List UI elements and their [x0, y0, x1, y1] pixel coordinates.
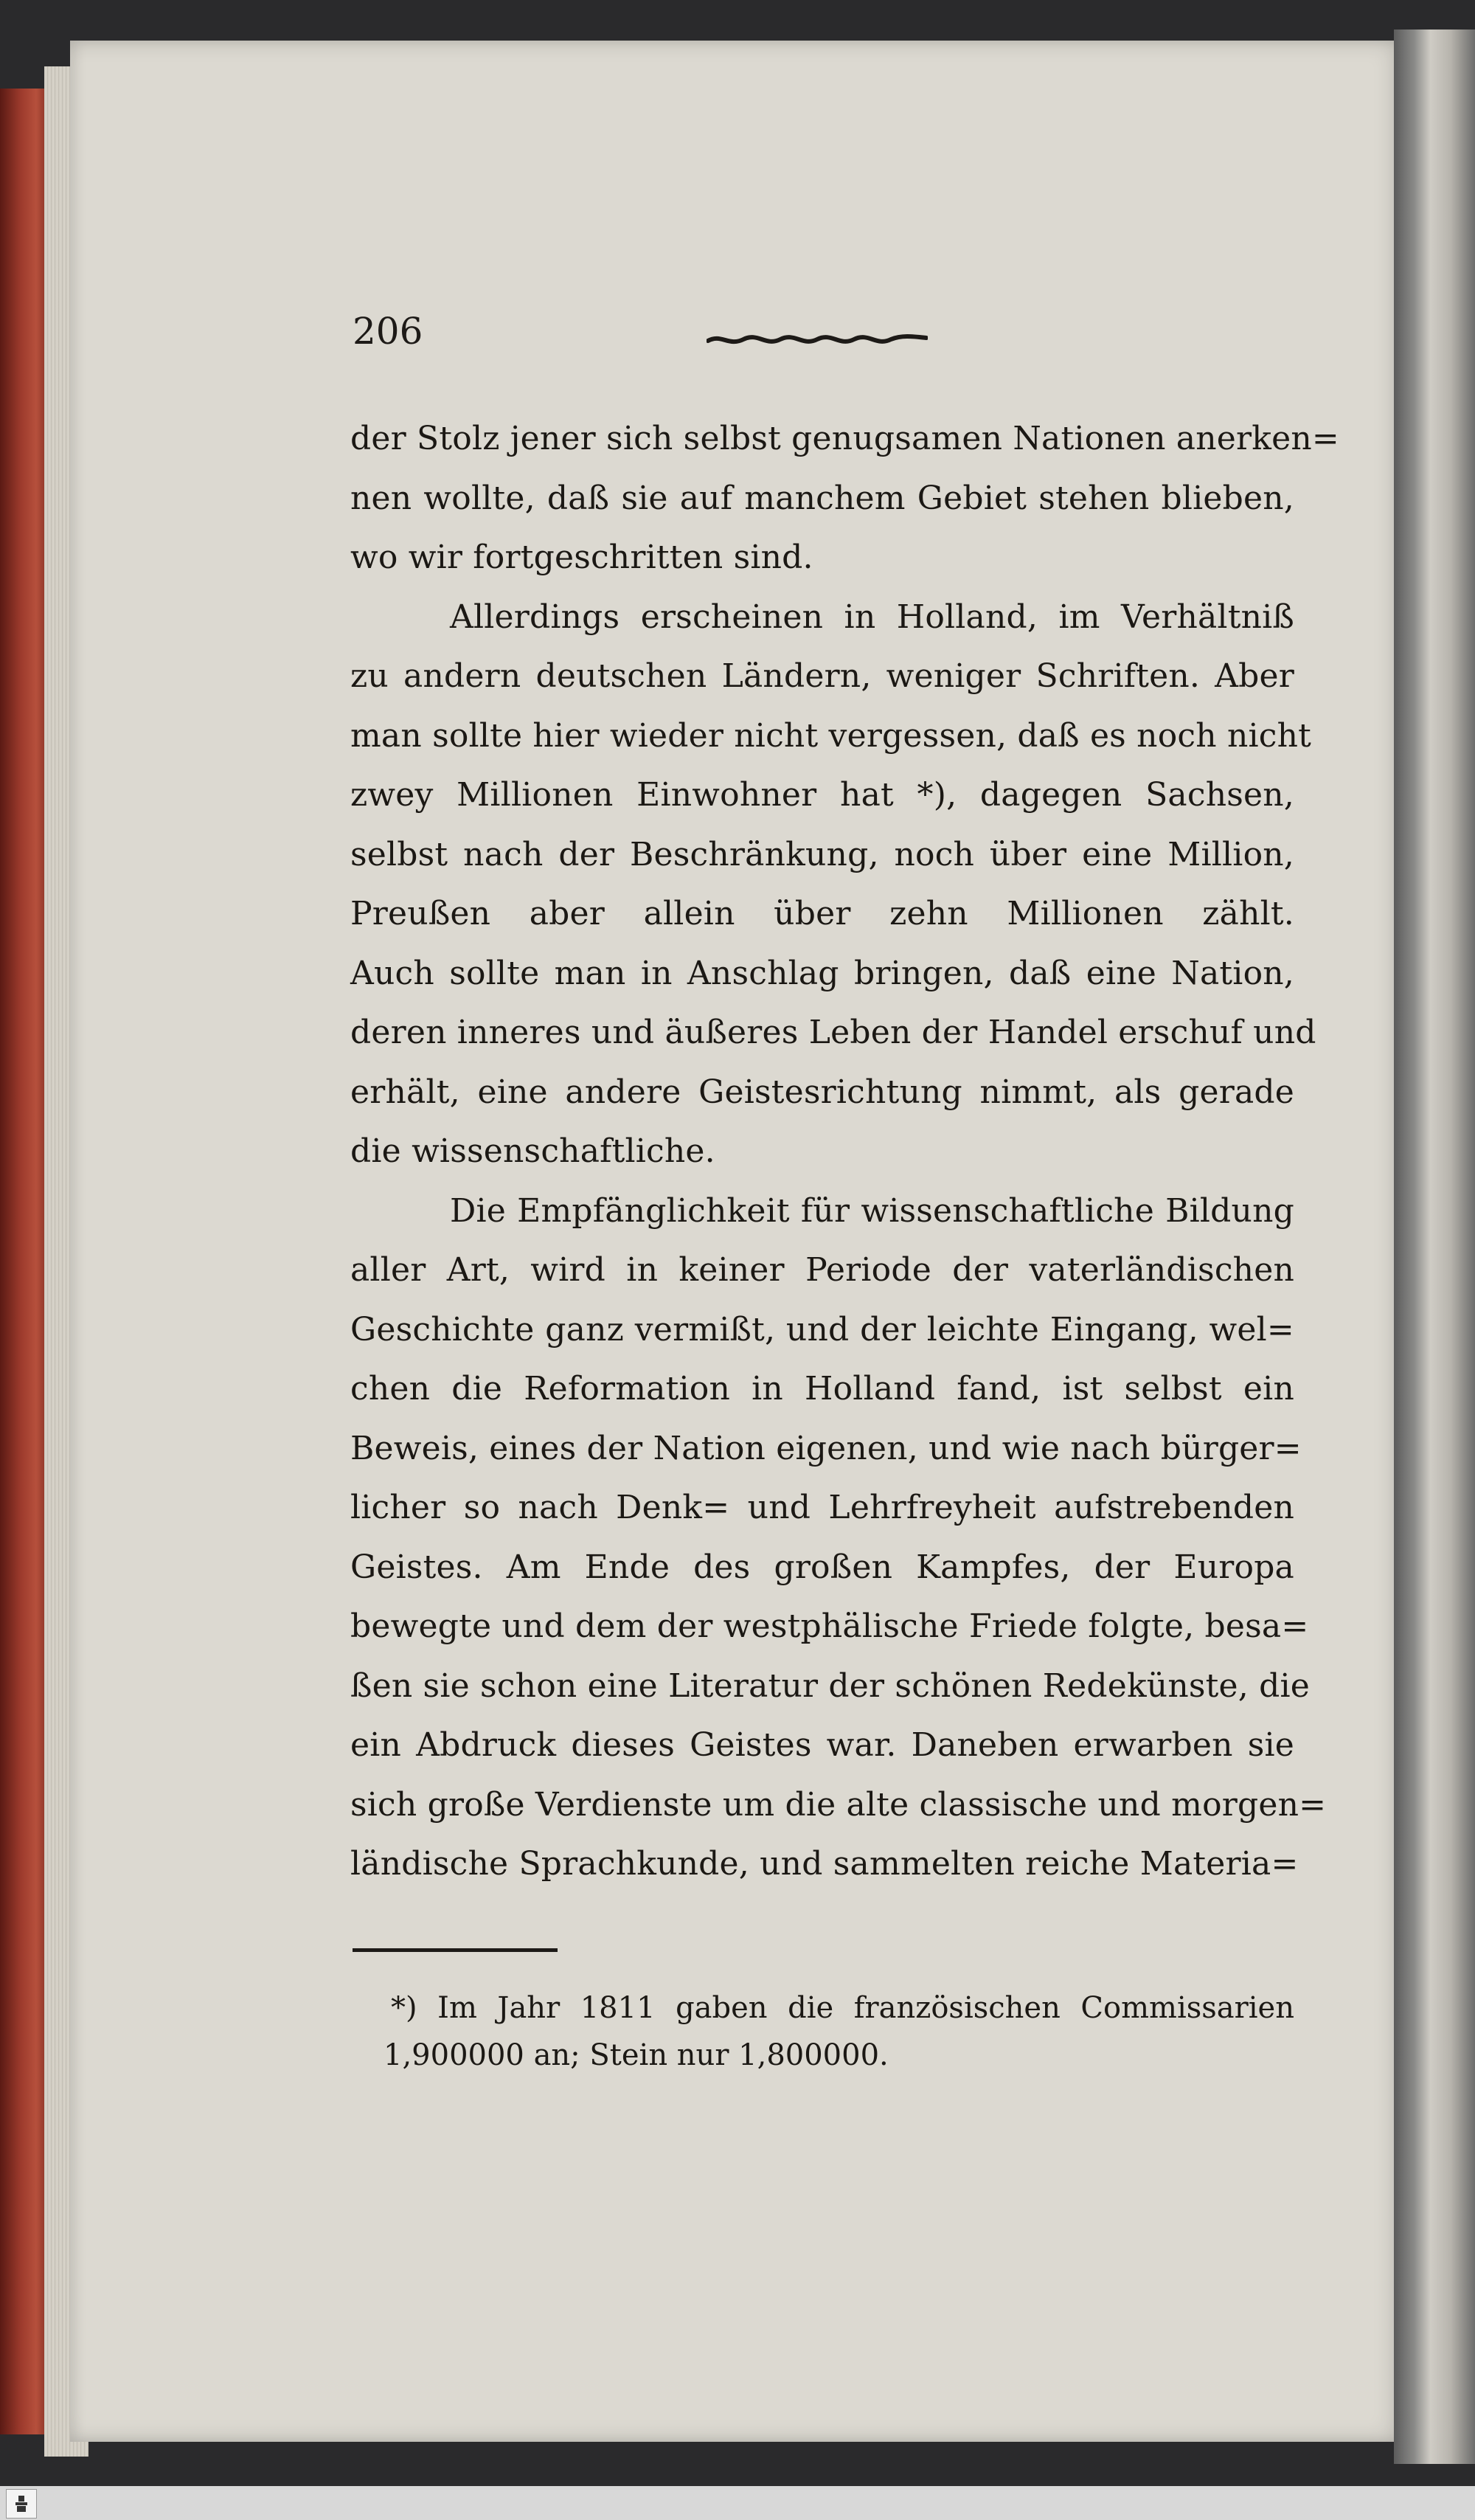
text-line: Preußen aber allein über zehn Millionen zählt.: [350, 895, 1294, 932]
footnote: [384, 1984, 1294, 2079]
footnote-line: *) Im Jahr 1811 gaben die französischen Commissarien: [391, 1991, 1294, 2025]
text-line: Geschichte ganz vermißt, und der leichte Eingang, wel=: [350, 1310, 1294, 1349]
text-line: deren inneres und äußeres Leben der Handel erschuf und: [350, 1014, 1316, 1051]
text-line: Geistes. Am Ende des großen Kampfes, der Europa: [350, 1548, 1294, 1586]
text-line: ßen sie schon eine Literatur der schönen Redekünste, die: [350, 1666, 1311, 1705]
text-line: zwey Millionen Einwohner hat *), dagegen Sachsen,: [350, 776, 1294, 814]
text-line: selbst nach der Beschränkung, noch über eine Million,: [350, 835, 1294, 873]
text-line: Die Empfänglichkeit für wissenschaftliche Bildung: [450, 1191, 1294, 1230]
footnote-line: 1,900000 an; Stein nur 1,800000.: [384, 2038, 889, 2072]
page-header: [353, 310, 943, 361]
decorative-rule-icon: [707, 330, 928, 351]
text-line: nen wollte, daß sie auf manchem Gebiet stehen blieben,: [350, 479, 1294, 517]
text-line: man sollte hier wieder nicht vergessen, daß es noch nicht: [350, 716, 1312, 755]
text-line: ein Abdruck dieses Geistes war. Daneben erwarben sie: [350, 1726, 1294, 1764]
text-line: aller Art, wird in keiner Periode der vaterländischen: [350, 1251, 1294, 1289]
text-line: wo wir fortgeschritten sind.: [350, 539, 813, 576]
text-line: sich große Verdienste um die alte classische und morgen=: [350, 1785, 1327, 1824]
text-line: die wissenschaftliche.: [350, 1132, 715, 1170]
text-line: Allerdings erscheinen in Holland, im Verhältniß: [450, 598, 1294, 636]
text-line: Beweis, eines der Nation eigenen, und wie nach bürger=: [350, 1429, 1302, 1467]
footnote-divider: [353, 1948, 558, 1952]
main-text: [350, 409, 1339, 1894]
text-line: der Stolz jener sich selbst genugsamen Nationen anerken=: [350, 420, 1339, 457]
book-binding-gutter: [1394, 30, 1475, 2464]
text-line: zu andern deutschen Ländern, weniger Schriften. Aber: [350, 657, 1294, 695]
text-line: Auch sollte man in Anschlag bringen, daß eine Nation,: [350, 954, 1294, 992]
text-line: ländische Sprachkunde, und sammelten reiche Materia=: [350, 1845, 1299, 1883]
library-logo-icon: [6, 2489, 37, 2519]
text-line: licher so nach Denk= und Lehrfreyheit aufstrebenden: [350, 1489, 1294, 1526]
text-line: erhält, eine andere Geistesrichtung nimmt, als gerade: [350, 1073, 1294, 1111]
page-number: 206: [353, 310, 423, 353]
text-line: chen die Reformation in Holland fand, ist selbst ein: [350, 1370, 1294, 1408]
viewer-footer-bar: [0, 2486, 1475, 2520]
text-line: bewegte und dem der westphälische Friede folgte, besa=: [350, 1607, 1309, 1645]
